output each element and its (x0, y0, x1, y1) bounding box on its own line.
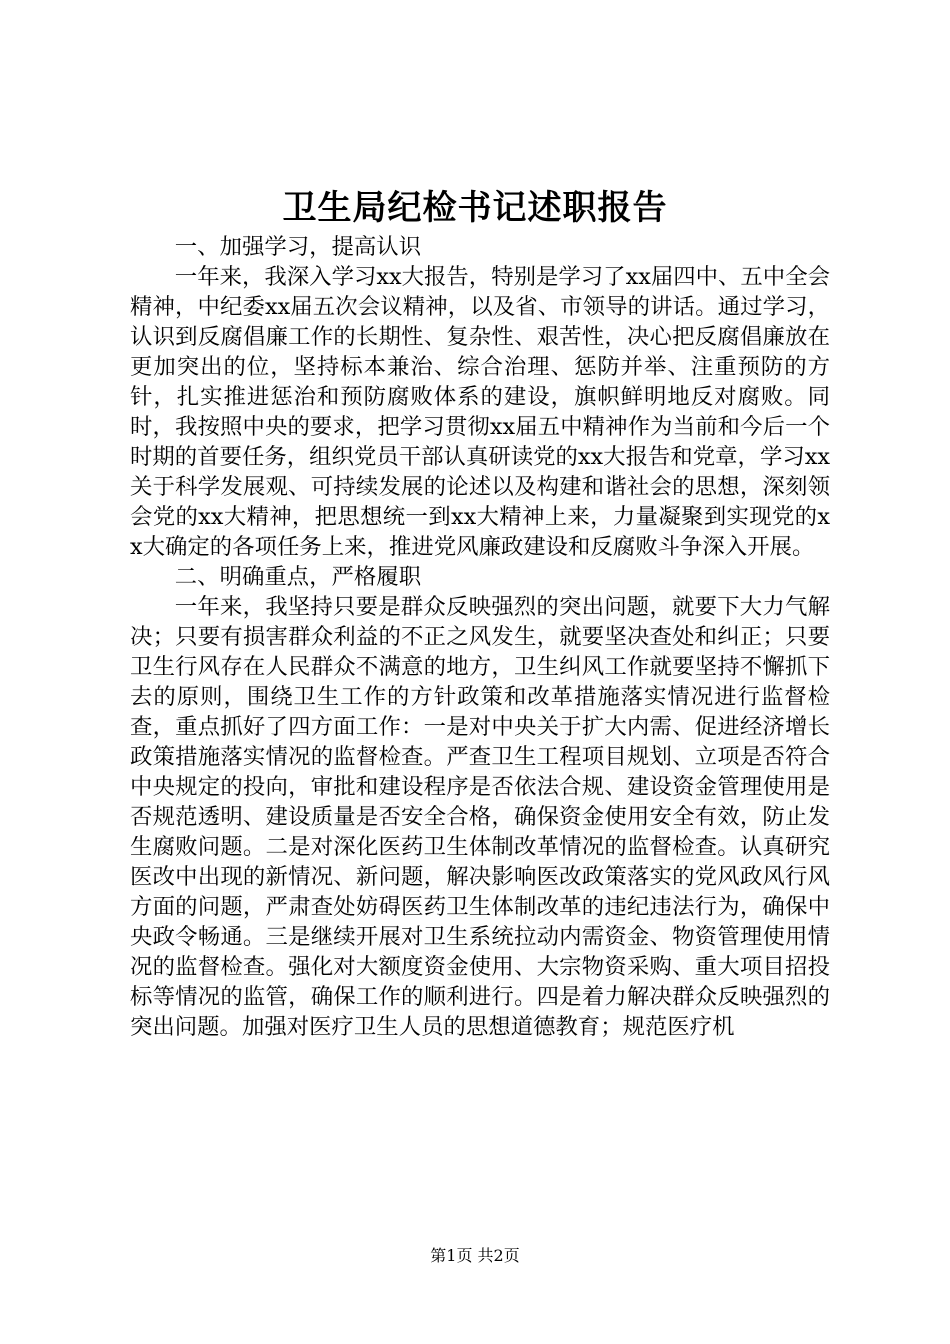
section-paragraph-1: 一年来，我深入学习xx大报告，特别是学习了xx届四中、五中全会精神，中纪委xx届五次会议精神，以及省、市领导的讲话。通过学习，认识到反腐倡廉工作的长期性、复杂性、艰苦性，决心把反腐倡廉放在更加突出的位，坚持标本兼治、综合治理、惩防并举、注重预防的方针，扎实推进惩治和预防腐败体系的建设，旗帜鲜明地反对腐败。同时，我按照中央的要求，把学习贯彻xx届五中精神作为当前和今后一个时期的首要任务，组织党员干部认真研读党的xx大报告和党章，学习xx关于科学发展观、可持续发展的论述以及构建和谐社会的思想，深刻领会党的xx大精神，把思想统一到xx大精神上来，力量凝聚到实现党的xx大确定的各项任务上来，推进党风廉政建设和反腐败斗争深入开展。 (130, 264, 830, 560)
document-body (130, 232, 830, 1042)
section-heading-2: 二、明确重点，严格履职 (174, 564, 422, 590)
section-paragraph-2: 一年来，我坚持只要是群众反映强烈的突出问题，就要下大力气解决；只要有损害群众利益的不正之风发生，就要坚决查处和纠正；只要卫生行风存在人民群众不满意的地方，卫生纠风工作就要坚持不懈抓下去的原则，围绕卫生工作的方针政策和改革措施落实情况进行监督检查，重点抓好了四方面工作：一是对中央关于扩大内需、促进经济增长政策措施落实情况的监督检查。严查卫生工程项目规划、立项是否符合中央规定的投向，审批和建设程序是否依法合规、建设资金管理使用是否规范透明、建设质量是否安全合格，确保资金使用安全有效，防止发生腐败问题。二是对深化医药卫生体制改革情况的监督检查。认真研究医改中出现的新情况、新问题，解决影响医改政策落实的党风政风行风方面的问题，严肃查处妨碍医药卫生体制改革的违纪违法行为，确保中央政令畅通。三是继续开展对卫生系统拉动内需资金、物资管理使用情况的监督检查。强化对大额度资金使用、大宗物资采购、重大项目招投标等情况的监管，确保工作的顺利进行。四是着力解决群众反映强烈的突出问题。加强对医疗卫生人员的思想道德教育；规范医疗机 (130, 594, 830, 1040)
page-footer: 第1页 共2页 (430, 1246, 520, 1265)
document-title: 卫生局纪检书记述职报告 (282, 188, 668, 228)
section-heading-1: 一、加强学习，提高认识 (174, 234, 422, 260)
